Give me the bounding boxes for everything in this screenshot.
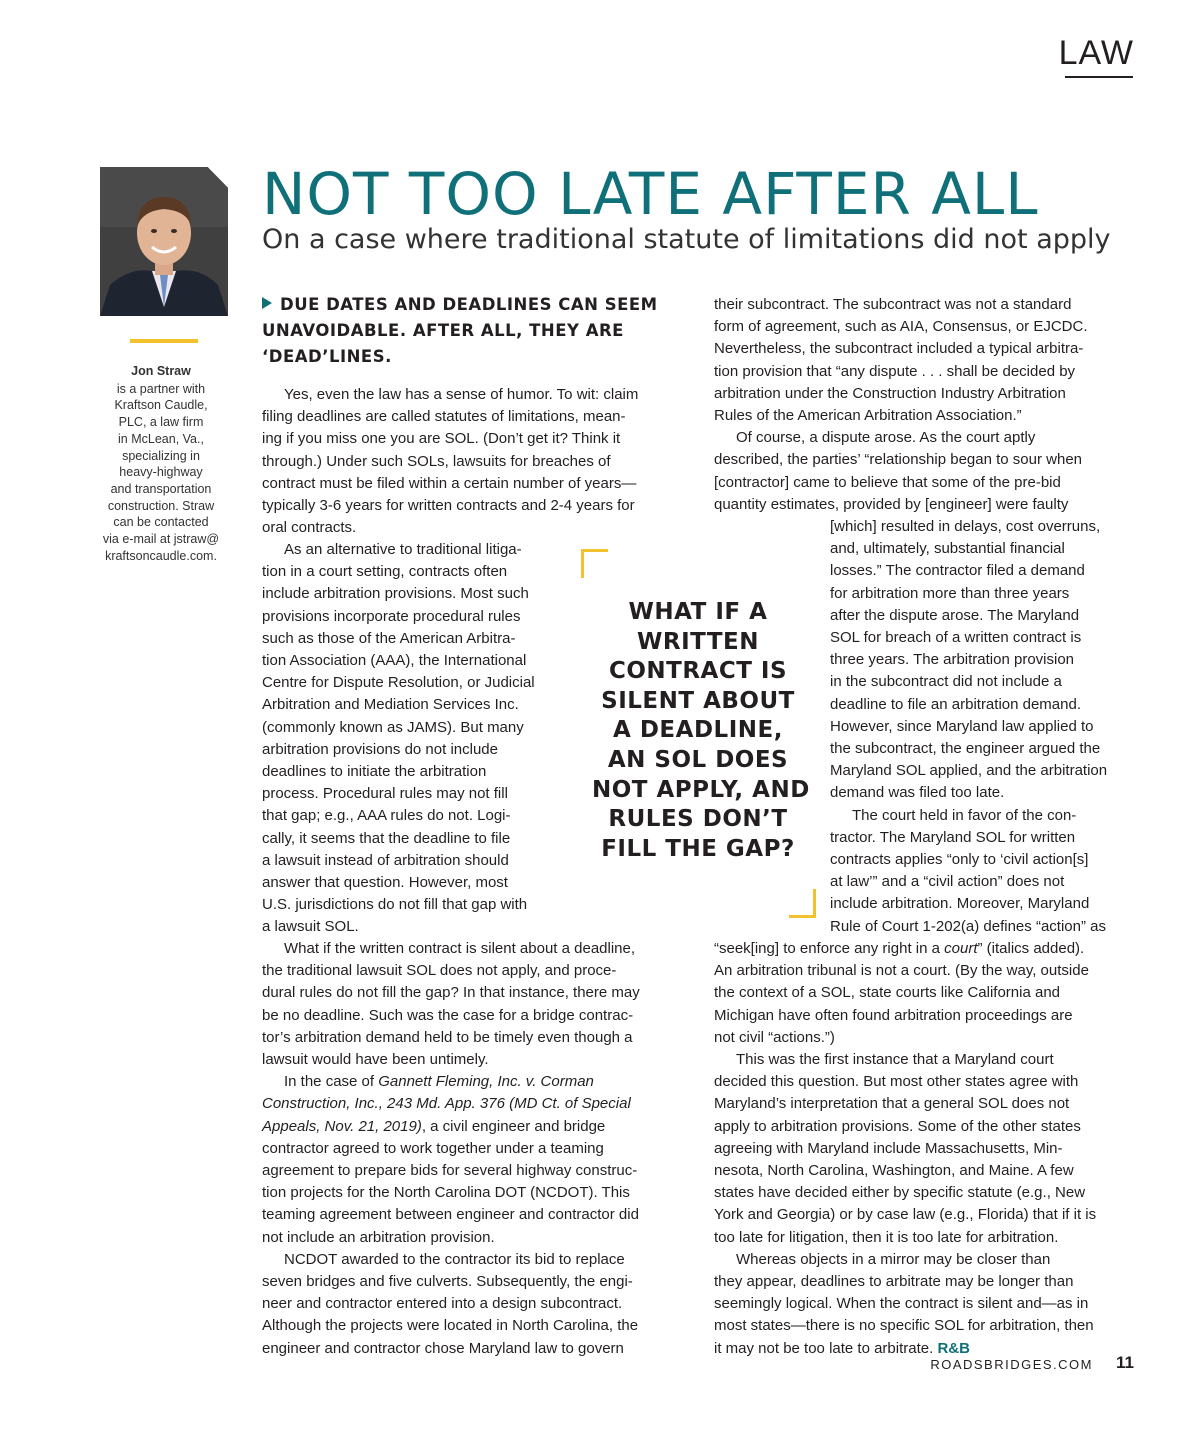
author-name: Jon Straw (131, 364, 191, 378)
text-line (714, 938, 1134, 960)
text-line: Maryland SOL applied, and the arbitration (830, 762, 1108, 780)
text-line: NCDOT awarded to the contractor its bid to replace (284, 1250, 625, 1268)
text-span: it may not be too late to arbitrate. (714, 1339, 938, 1357)
text-line: arbitration under the Construction Industry Arbitration (714, 384, 1066, 402)
text-line: described, the parties’ “relationship began to sour when (714, 451, 1082, 469)
text-line: losses.” The contractor filed a demand (830, 562, 1085, 580)
text-line: ing if you miss one you are SOL. (Don’t get it? Think it (262, 430, 621, 448)
text-line (262, 1071, 682, 1093)
text-line: through.) Under such SOLs, lawsuits for breaches of (262, 452, 611, 470)
text-line: agreement to prepare bids for several highway construc- (262, 1162, 638, 1180)
text-line: typically 3-6 years for written contracts and 2-4 years for (262, 497, 635, 515)
text-line: What if the written contract is silent about a deadline, (284, 940, 636, 957)
col1-bottom-text (262, 938, 682, 1360)
pullquote-line: NOT APPLY, AND (592, 776, 810, 803)
text-line: dural rules do not fill the gap? In that instance, there may (262, 984, 640, 1002)
end-mark: R&B (937, 1339, 970, 1357)
col2-narrow-text (830, 516, 1140, 938)
text-line: arbitration provisions do not include (262, 740, 498, 758)
case-citation: Appeals, Nov. 21, 2019) (262, 1117, 422, 1135)
text-line: nesota, North Carolina, Washington, and Maine. A few (714, 1162, 1074, 1180)
text-line: not include an arbitration provision. (262, 1228, 495, 1246)
text-line: tor’s arbitration demand held to be timely even though a (262, 1028, 633, 1046)
pullquote-line: RULES DON’T (608, 806, 788, 833)
text-line: agreeing with Maryland include Massachusetts, Min- (714, 1139, 1063, 1157)
text-line: answer that question. However, most (262, 874, 508, 892)
text-line: lawsuit would have been untimely. (262, 1051, 489, 1069)
text-line: a lawsuit SOL. (262, 918, 359, 936)
text-line: provisions incorporate procedural rules (262, 607, 521, 625)
text-line: Michigan have often found arbitration proceedings are (714, 1006, 1073, 1024)
text-line: An arbitration tribunal is not a court. (By the way, outside (714, 962, 1089, 980)
text-line: oral contracts. (262, 519, 357, 537)
bio-line: in McLean, Va., (118, 431, 204, 446)
text-line: Yes, even the law has a sense of humor. To wit: claim (284, 386, 639, 403)
pullquote-line: AN SOL DOES (607, 746, 789, 773)
pullquote-line: CONTRACT IS (608, 658, 788, 685)
text-line: Maryland’s interpretation that a general SOL does not (714, 1095, 1070, 1113)
footer-site: ROADSBRIDGES.COM (930, 1357, 1093, 1372)
section-rule (1065, 76, 1133, 78)
text-line: York and Georgia) or by case law (e.g., Florida) that if it is (714, 1206, 1097, 1224)
text-line: be no deadline. Such was the case for a bridge contrac- (262, 1006, 634, 1024)
text-line: for arbitration more than three years (830, 584, 1070, 602)
text-line: This was the first instance that a Maryland court (736, 1051, 1054, 1069)
text-line (262, 1093, 682, 1115)
text-line: contracts applies “only to ‘civil action[s] (830, 851, 1089, 869)
col1-arbitration-paragraph (262, 539, 572, 939)
text-line: [contractor] came to believe that some of the pre-bid (714, 473, 1061, 491)
lead-line: ‘DEAD’LINES. (262, 347, 392, 366)
text-line: engineer and contractor chose Maryland law to govern (262, 1339, 624, 1357)
text-line: form of agreement, such as AIA, Consensus, or EJCDC. (714, 318, 1088, 336)
text-line: tion projects for the North Carolina DOT (NCDOT). This (262, 1184, 630, 1202)
text-line: demand was filed too late. (830, 784, 1005, 802)
bio-line: via e-mail at jstraw@ (102, 532, 220, 547)
text-line: Nevertheless, the subcontract included a typical arbitra- (714, 340, 1084, 358)
case-citation: Gannett Fleming, Inc. v. Corman (378, 1073, 594, 1091)
col2-bottom-text (714, 938, 1134, 1360)
text-line: Rule of Court 1-202(a) defines “action” as (830, 917, 1106, 935)
text-line: filing deadlines are called statutes of limitations, mean- (262, 408, 626, 426)
text-line: the traditional lawsuit SOL does not apply, and proce- (262, 962, 617, 980)
col2-top-text (714, 294, 1134, 516)
pull-quote (592, 598, 810, 864)
text-line: decided this question. But most other states agree with (714, 1073, 1079, 1091)
text-line: most states—there is no specific SOL for arbitration, then (714, 1317, 1094, 1335)
text-span: “seek[ing] to enforce any right in a (714, 940, 945, 957)
headline: NOT TOO LATE AFTER ALL (262, 160, 1039, 228)
bio-line: can be contacted (113, 515, 209, 530)
text-line: seven bridges and five culverts. Subsequently, the engi- (262, 1273, 633, 1291)
text-line: teaming agreement between engineer and contractor did (262, 1206, 639, 1224)
text-span: , a civil engineer and bridge (421, 1117, 606, 1135)
lead-line: DUE DATES AND DEADLINES CAN SEEM (280, 295, 658, 314)
text-line: However, since Maryland law applied to (830, 717, 1094, 735)
text-line: include arbitration provisions. Most such (262, 585, 529, 603)
text-line (262, 1116, 682, 1138)
text-line: tractor. The Maryland SOL for written (830, 828, 1076, 846)
pullquote-line: A DEADLINE, (613, 717, 783, 744)
bio-line: construction. Straw (107, 498, 215, 513)
text-line: in the subcontract did not include a (830, 673, 1062, 691)
text-line: apply to arbitration provisions. Some of the other states (714, 1117, 1081, 1135)
text-line: The court held in favor of the con- (852, 806, 1077, 824)
text-line: tion provision that “any dispute . . . shall be decided by (714, 362, 1076, 380)
text-line: Although the projects were located in North Carolina, the (262, 1317, 639, 1335)
text-line: tion Association (AAA), the International (262, 652, 527, 670)
text-line: deadline to file an arbitration demand. (830, 695, 1082, 713)
text-line: As an alternative to traditional litiga- (284, 541, 522, 558)
text-line: and, ultimately, substantial financial (830, 540, 1065, 558)
text-line: Whereas objects in a mirror may be closer than (736, 1250, 1051, 1268)
text-line: Centre for Dispute Resolution, or Judicial (262, 674, 535, 692)
text-line: neer and contractor entered into a design subcontract. (262, 1295, 623, 1313)
pullquote-line: WRITTEN (636, 628, 759, 655)
text-line: process. Procedural rules may not fill (262, 785, 508, 803)
section-label: LAW (1058, 34, 1134, 72)
bio-line: heavy-highway (119, 465, 203, 480)
text-line: their subcontract. The subcontract was not a standard (714, 296, 1072, 313)
text-line: seemingly logical. When the contract is silent and—as in (714, 1295, 1089, 1313)
page-number: 11 (1116, 1353, 1134, 1372)
text-line: too late for litigation, then it is too late for arbitration. (714, 1228, 1059, 1246)
case-citation: Construction, Inc., 243 Md. App. 376 (MD Ct. of Special (262, 1095, 631, 1113)
text-line: contractor agreed to work together under a teaming (262, 1139, 604, 1157)
bio-line: specializing in (122, 448, 200, 463)
text-line: (commonly known as JAMS). But many (262, 718, 524, 736)
text-line: deadlines to initiate the arbitration (262, 763, 487, 781)
triangle-bullet-icon (262, 297, 272, 309)
text-line: states have decided either by specific statute (e.g., New (714, 1184, 1086, 1202)
text-line: the subcontract, the engineer argued the (830, 740, 1101, 758)
text-line: SOL for breach of a written contract is (830, 629, 1082, 647)
text-line: a lawsuit instead of arbitration should (262, 851, 509, 869)
pullquote-line: SILENT ABOUT (601, 687, 795, 714)
text-line: include arbitration. Moreover, Maryland (830, 895, 1090, 913)
pullquote-line: FILL THE GAP? (601, 835, 795, 862)
text-line: contract must be filed within a certain number of years— (262, 474, 637, 492)
bio-line: and transportation (110, 481, 212, 496)
text-line: three years. The arbitration provision (830, 651, 1075, 669)
text-line: Arbitration and Mediation Services Inc. (262, 696, 519, 714)
text-line: that gap; e.g., AAA rules do not. Logi- (262, 807, 511, 825)
bio-line: is a partner with (116, 381, 206, 396)
text-line: U.S. jurisdictions do not fill that gap with (262, 896, 528, 914)
text-line: Of course, a dispute arose. As the court aptly (736, 429, 1036, 447)
col1-intro-paragraph (262, 384, 682, 539)
text-line: quantity estimates, provided by [engineer] were faulty (714, 495, 1069, 513)
text-line: [which] resulted in delays, cost overruns, (830, 518, 1101, 535)
text-line: such as those of the American Arbitra- (262, 629, 516, 647)
text-line: not civil “actions.”) (714, 1028, 835, 1046)
bio-line: Kraftson Caudle, (114, 398, 208, 413)
bio-line: kraftsoncaudle.com. (105, 548, 217, 563)
deck: On a case where traditional statute of limitations did not apply (262, 224, 1111, 255)
author-bio (95, 363, 227, 564)
text-line: Rules of the American Arbitration Association.” (714, 407, 1022, 425)
text-line: tion in a court setting, contracts often (262, 563, 508, 581)
text-span: ” (italics added). (977, 940, 1085, 957)
bio-line: PLC, a law firm (118, 415, 204, 430)
text-line: after the dispute arose. The Maryland (830, 606, 1080, 624)
italic-word: court (944, 940, 978, 957)
text-line: at law’” and a “civil action” does not (830, 873, 1065, 891)
text-line: they appear, deadlines to arbitrate may be longer than (714, 1273, 1074, 1291)
pullquote-line: WHAT IF A (628, 599, 768, 625)
lead-line: UNAVOIDABLE. AFTER ALL, THEY ARE (262, 321, 624, 340)
text-span: In the case of (284, 1073, 379, 1091)
author-photo (100, 167, 228, 316)
pullquote-bracket-top (581, 549, 608, 578)
author-rule (130, 339, 198, 343)
text-line: the context of a SOL, state courts like California and (714, 984, 1061, 1002)
text-line: cally, it seems that the deadline to file (262, 829, 511, 847)
lead-in (262, 292, 672, 370)
pullquote-bracket-bottom (789, 889, 816, 918)
